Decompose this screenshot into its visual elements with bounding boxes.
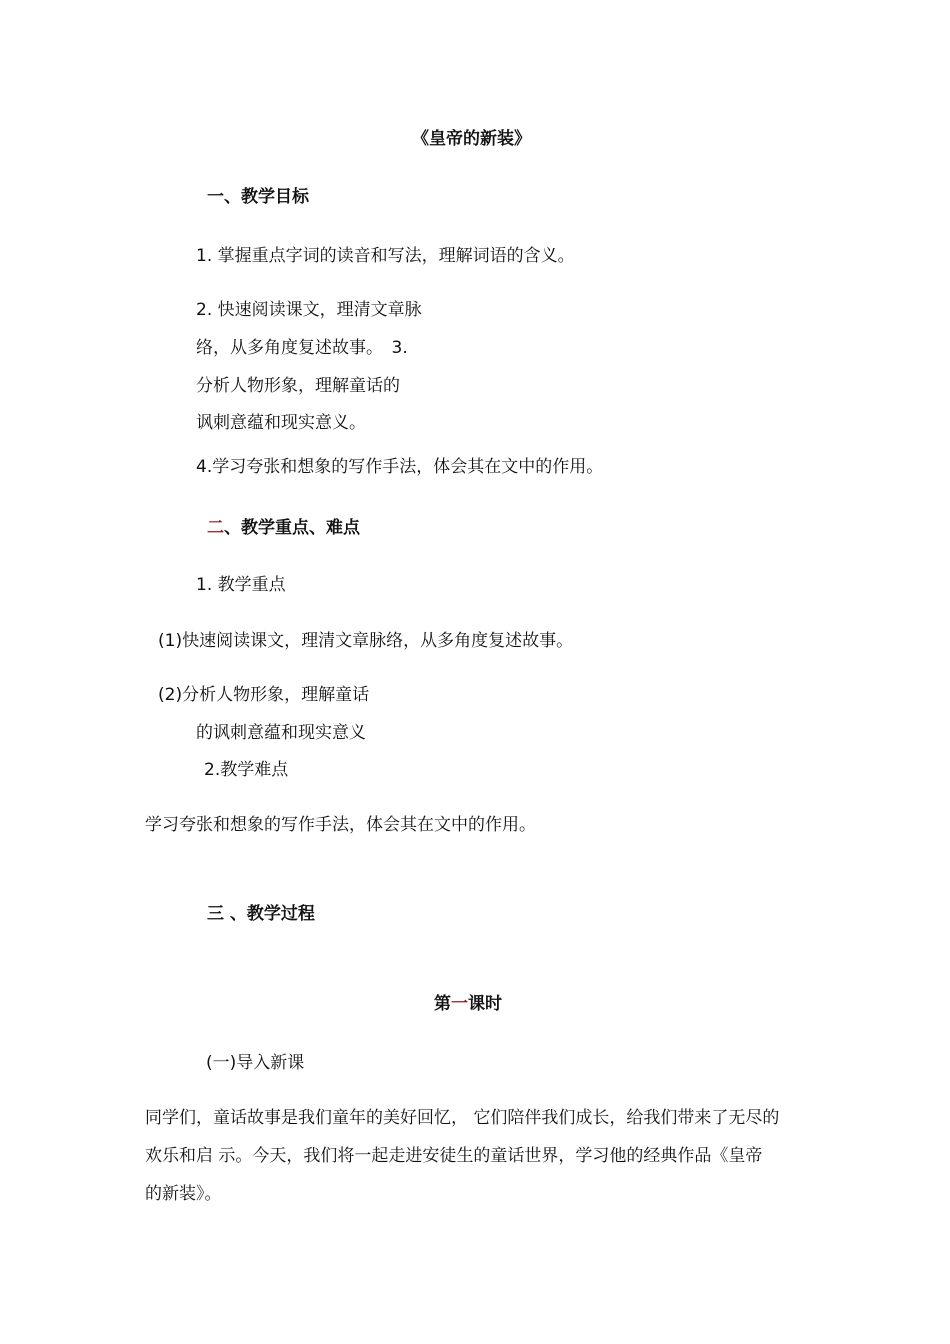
document-title: 《皇帝的新装》 <box>412 129 531 149</box>
lesson-title <box>434 993 502 1015</box>
key-point-1: (1)快速阅读课文，理清文章脉络，从多角度复述故事。 <box>158 631 574 651</box>
objective-3-line-1: 分析人物形象，理解童话的 <box>196 376 400 396</box>
lesson-title-post: 课时 <box>468 994 502 1014</box>
objective-4: 4.学习夸张和想象的写作手法，体会其在文中的作用。 <box>196 457 604 477</box>
lesson-title-pre: 第 <box>434 994 451 1014</box>
objective-1: 1. 掌握重点字词的读音和写法，理解词语的含义。 <box>196 246 575 266</box>
section-heading-objectives: 一、教学目标 <box>207 187 309 207</box>
objective-2-line-1: 2. 快速阅读课文，理清文章脉 <box>196 300 422 320</box>
subheading-introduction: (一)导入新课 <box>206 1053 305 1073</box>
intro-paragraph-line-3: 的新装》。 <box>145 1184 222 1204</box>
key-point-2-line-1: (2)分析人物形象，理解童话 <box>158 685 370 705</box>
section-heading-process: 三 、教学过程 <box>207 904 315 924</box>
section-heading-key-points <box>207 517 360 539</box>
subheading-difficulties: 2.教学难点 <box>204 760 289 780</box>
objective-3-line-2: 讽刺意蕴和现实意义。 <box>196 413 366 433</box>
lesson-number: 一 <box>451 994 468 1014</box>
intro-paragraph-line-2: 欢乐和启 示。今天，我们将一起走进安徒生的童话世界，学习他的经典作品《皇帝 <box>145 1146 763 1166</box>
objective-2-line-2: 络，从多角度复述故事。 3. <box>196 338 408 358</box>
key-point-2-line-2: 的讽刺意蕴和现实意义 <box>196 723 366 743</box>
intro-paragraph-line-1: 同学们，童话故事是我们童年的美好回忆， 它们陪伴我们成长，给我们带来了无尽的 <box>145 1108 780 1128</box>
section-number: 二 <box>207 518 224 538</box>
subheading-key-points: 1. 教学重点 <box>196 575 286 595</box>
difficulty-text: 学习夸张和想象的写作手法，体会其在文中的作用。 <box>145 815 536 835</box>
section-heading-text: 、教学重点、难点 <box>224 518 360 538</box>
